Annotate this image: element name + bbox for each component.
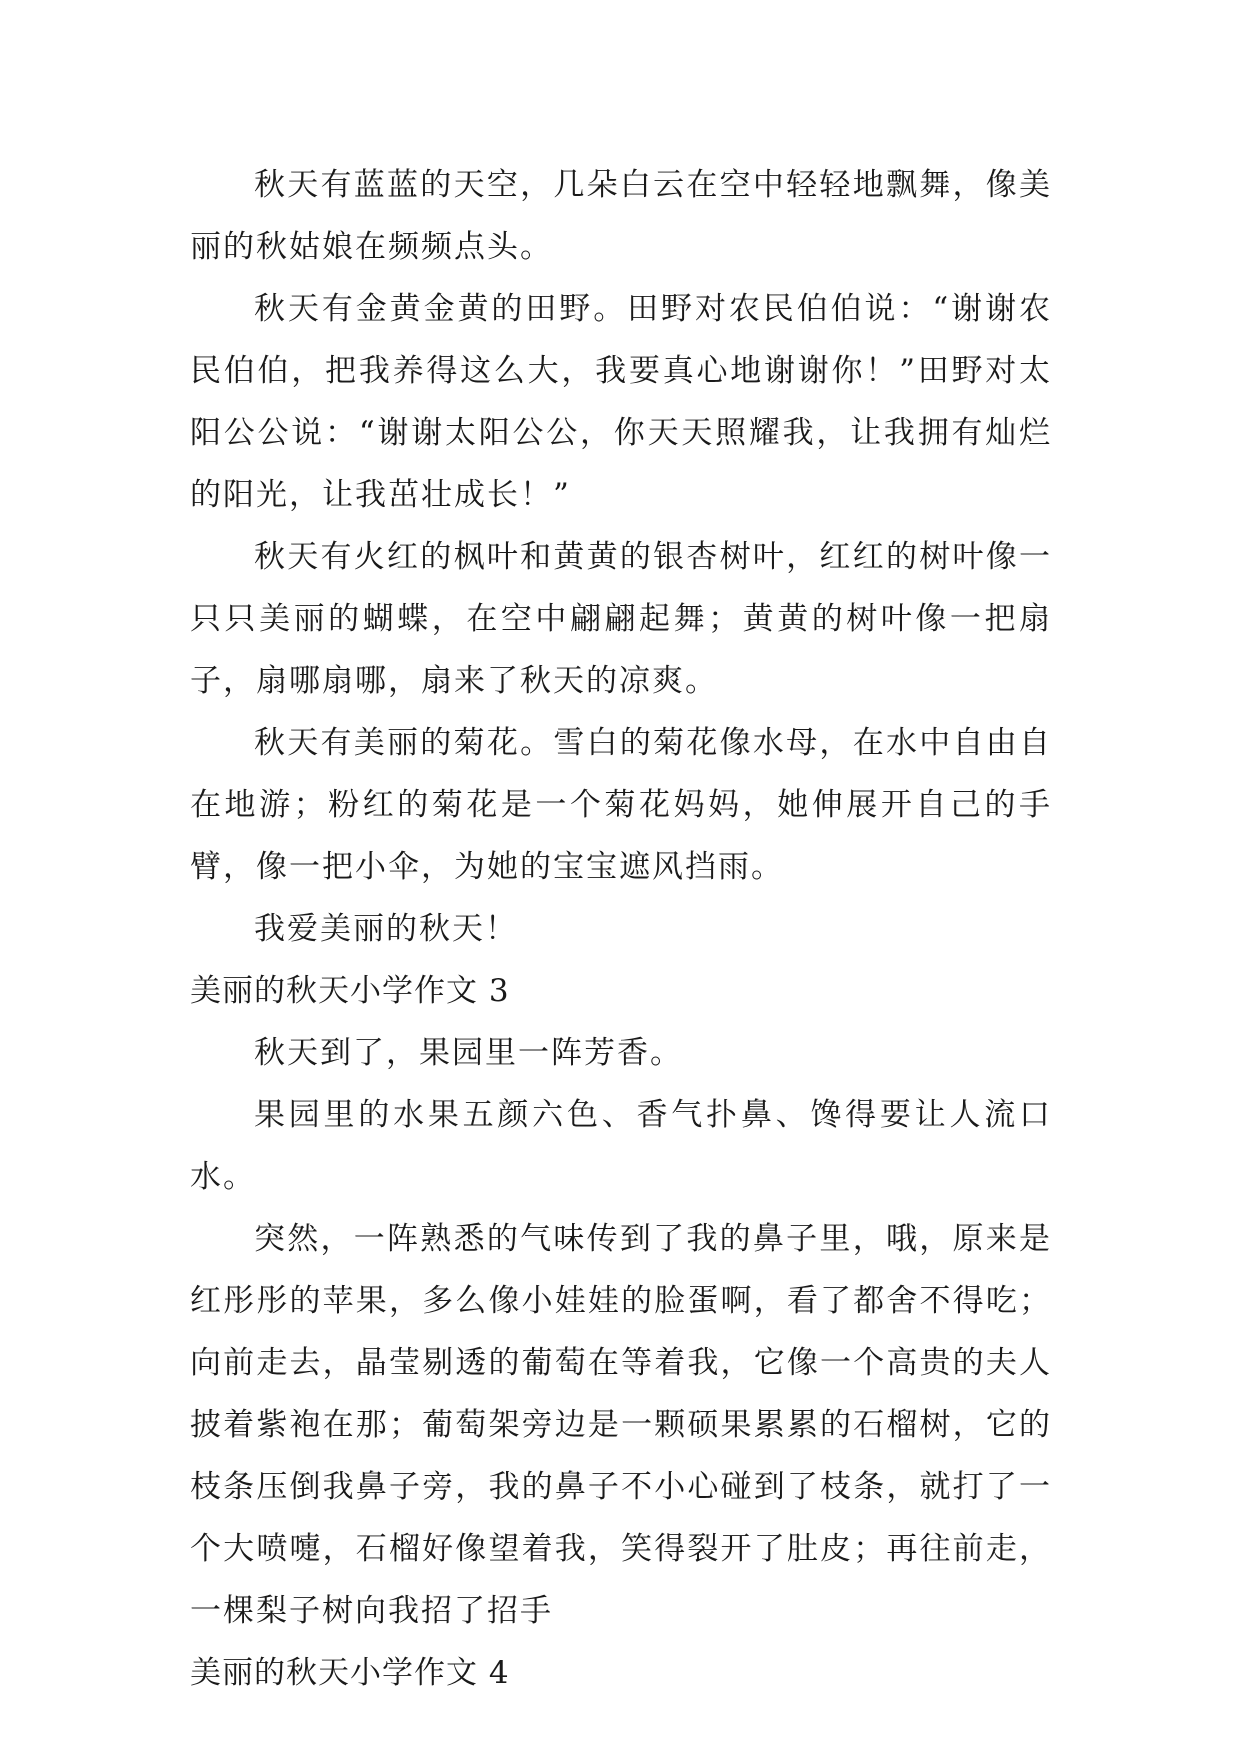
paragraph-fields: 秋天有金黄金黄的田野。田野对农民伯伯说：“谢谢农民伯伯，把我养得这么大，我要真心地谢谢你！”田野对太阳公公说：“谢谢太阳公公，你天天照耀我，让我拥有灿烂的阳光，让我茁壮成长！” — [190, 291, 1052, 513]
paragraph-smell: 突然，一阵熟悉的气味传到了我的鼻子里，哦，原来是红彤彤的苹果，多么像小娃娃的脸蛋啊，看了都舍不得吃；向前走去，晶莹剔透的葡萄在等着我，它像一个高贵的夫人披着紫袍在那；葡萄架旁边是一颗硕果累累的石榴树，它的枝条压倒我鼻子旁，我的鼻子不小心碰到了枝条，就打了一个大喷嚏，石榴好像望着我，笑得裂开了肚皮；再往前走，一棵梨子树向我招了招手 — [190, 1221, 1052, 1629]
essay-heading-4: 美丽的秋天小学作文 4 — [190, 1655, 510, 1691]
paragraph-love-autumn: 我爱美丽的秋天！ — [254, 911, 518, 947]
paragraph-leaves: 秋天有火红的枫叶和黄黄的银杏树叶，红红的树叶像一只只美丽的蝴蝶，在空中翩翩起舞；黄黄的树叶像一把扇子，扇哪扇哪，扇来了秋天的凉爽。 — [190, 539, 1052, 699]
paragraph-chrysanthemum: 秋天有美丽的菊花。雪白的菊花像水母，在水中自由自在地游；粉红的菊花是一个菊花妈妈，她伸展开自己的手臂，像一把小伞，为她的宝宝遮风挡雨。 — [190, 725, 1052, 885]
document-body — [190, 154, 1052, 1704]
essay-heading-3: 美丽的秋天小学作文 3 — [190, 973, 510, 1009]
paragraph-orchard: 秋天到了，果园里一阵芳香。 — [254, 1035, 683, 1071]
paragraph-fruits: 果园里的水果五颜六色、香气扑鼻、馋得要让人流口水。 — [190, 1097, 1052, 1195]
paragraph-sky: 秋天有蓝蓝的天空，几朵白云在空中轻轻地飘舞，像美丽的秋姑娘在频频点头。 — [190, 167, 1052, 265]
